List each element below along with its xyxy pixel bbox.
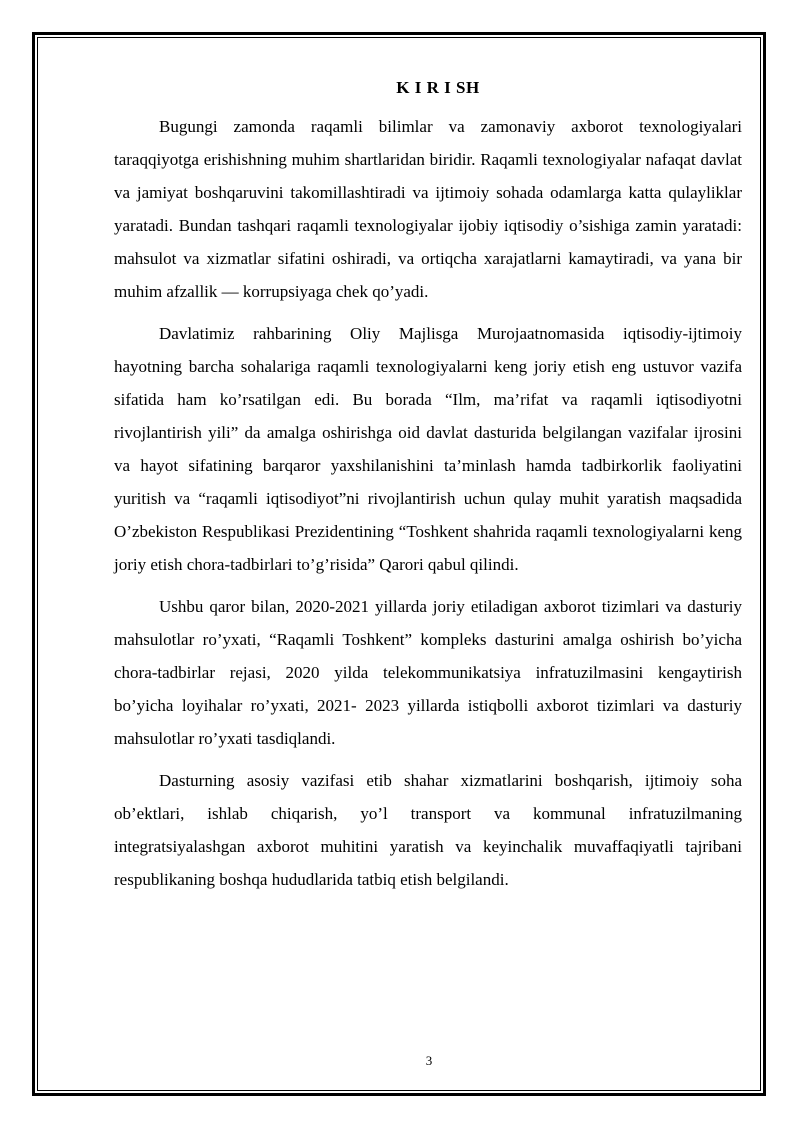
page-number: 3: [425, 1053, 433, 1068]
paragraph-4: Dasturning asosiy vazifasi etib shahar xizmatlarini boshqarish, ijtimoiy soha ob’ektlari, ishlab chiqarish, yo’l transport va kommunal infratuzilmaning integratsiyalashgan axborot muhitini yaratish va keyinchalik muvaffaqiyatli tajribani respublikaning boshqa hududlarida tatbiq etish belgilandi.: [114, 771, 742, 889]
paragraph-1: Bugungi zamonda raqamli bilimlar va zamonaviy axborot texnologiyalari taraqqiyotga erishishning muhim shartlaridan biridir. Raqamli texnologiyalar nafaqat davlat va jamiyat boshqaruvini takomillashtiradi va ijtimoiy sohada odamlarga katta qulayliklar yaratadi. Bundan tashqari raqamli texnologiyalar ijobiy iqtisodiy o’sishiga zamin yaratadi: mahsulot va xizmatlar sifatini oshiradi, va ortiqcha xarajatlarni kamaytiradi, va yana bir muhim afzallik — korrupsiyaga chek qo’yadi.: [114, 117, 742, 301]
document-body: [114, 74, 742, 905]
section-heading: K I R I SH: [396, 78, 480, 97]
paragraph-2: Davlatimiz rahbarining Oliy Majlisga Murojaatnomasida iqtisodiy-ijtimoiy hayotning barcha sohalariga raqamli texnologiyalarni keng joriy etish eng ustuvor vazifa sifatida ham ko’rsatilgan edi. Bu borada “Ilm, ma’rifat va raqamli iqtisodiyotni rivojlantirish yili” da amalga oshirishga oid davlat dasturida belgilangan vazifalar ijrosini va hayot sifatining barqaror yaxshilanishini ta’minlash hamda tadbirkorlik faoliyatini yuritish va “raqamli iqtisodiyot”ni rivojlantirish uchun qulay muhit yaratish maqsadida O’zbekiston Respublikasi Prezidentining “Toshkent shahrida raqamli texnologiyalarni keng joriy etish chora-tadbirlari to’g’risida” Qarori qabul qilindi.: [114, 324, 742, 574]
paragraph-3: Ushbu qaror bilan, 2020-2021 yillarda joriy etiladigan axborot tizimlari va dasturiy mahsulotlar ro’yxati, “Raqamli Toshkent” kompleks dasturini amalga oshirish bo’yicha chora-tadbirlar rejasi, 2020 yilda telekommunikatsiya infratuzilmasini kengaytirish bo’yicha loyihalar ro’yxati, 2021- 2023 yillarda istiqbolli axborot tizimlari va dasturiy mahsulotlar ro’yxati tasdiqlandi.: [114, 597, 742, 748]
